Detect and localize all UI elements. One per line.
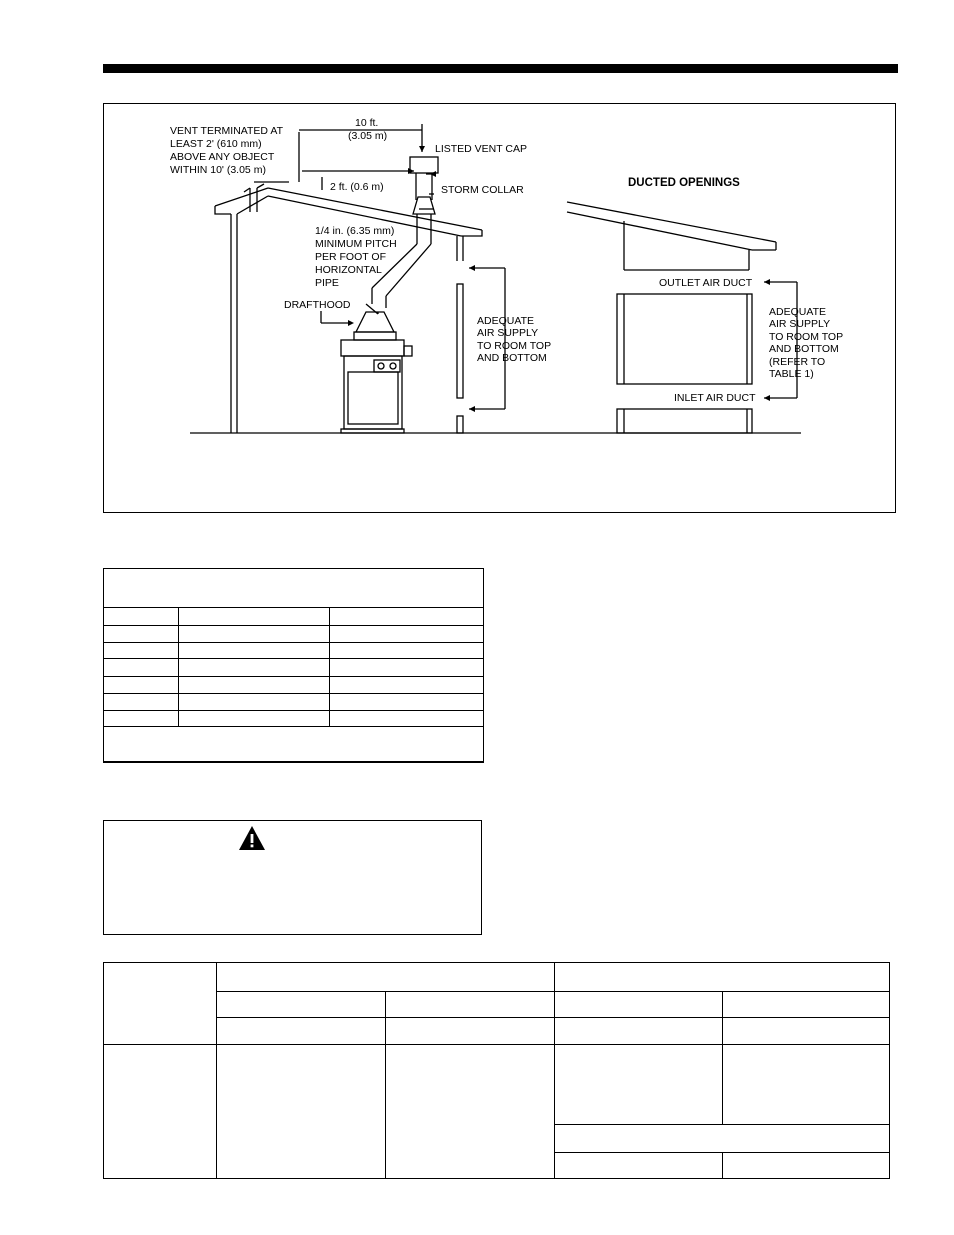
pitch-label-2: MINIMUM PITCH <box>315 238 397 250</box>
header-rule <box>103 64 898 73</box>
table-1-column-rule <box>329 607 330 726</box>
height-label: 2 ft. (0.6 m) <box>330 181 384 193</box>
vent-label-1: VENT TERMINATED AT <box>170 125 283 137</box>
table-2 <box>103 962 890 1179</box>
warning-box <box>103 820 482 935</box>
table-1-column-rule <box>178 607 179 726</box>
vent-label-2: LEAST 2' (610 mm) <box>170 138 262 150</box>
table-1-rule <box>104 710 483 711</box>
vent-label-3: ABOVE ANY OBJECT <box>170 151 275 163</box>
table-2-rule <box>554 1124 889 1125</box>
pitch-label-5: PIPE <box>315 277 339 289</box>
table-1-rule <box>104 726 483 727</box>
table-1-rule <box>104 642 483 643</box>
table-1 <box>103 568 484 763</box>
table-2-rule <box>216 1017 889 1018</box>
table-1-rule <box>104 676 483 677</box>
table-2-rule <box>216 991 889 992</box>
ducted-air-label-1: ADEQUATE <box>769 306 826 318</box>
air-supply-label-3: TO ROOM TOP <box>477 340 552 352</box>
ducted-title: DUCTED OPENINGS <box>628 177 740 189</box>
table-2-rule <box>554 1152 889 1153</box>
vent-label-4: WITHIN 10' (3.05 m) <box>170 164 266 176</box>
table-2-column-rule <box>722 1152 723 1178</box>
warning-triangle-icon <box>238 825 266 851</box>
table-2-column-rule <box>554 963 555 1178</box>
ducted-air-label-6: TABLE 1) <box>769 368 814 380</box>
ducted-air-label-2: AIR SUPPLY <box>769 318 831 330</box>
table-2-column-rule <box>216 963 217 1178</box>
inlet-label: INLET AIR DUCT <box>674 392 756 404</box>
venting-diagram-drawing <box>104 104 897 514</box>
air-supply-label-2: AIR SUPPLY <box>477 327 539 339</box>
table-1-rule <box>104 625 483 626</box>
ducted-air-label-3: TO ROOM TOP <box>769 331 844 343</box>
outlet-label: OUTLET AIR DUCT <box>659 277 753 289</box>
pitch-label-1: 1/4 in. (6.35 mm) <box>315 225 395 237</box>
drafthood-label: DRAFTHOOD <box>284 299 351 311</box>
table-2-rule <box>104 1044 889 1045</box>
table-1-rule <box>104 658 483 659</box>
air-supply-label-4: AND BOTTOM <box>477 352 547 364</box>
table-1-rule <box>104 693 483 694</box>
air-supply-label-1: ADEQUATE <box>477 315 534 327</box>
ducted-air-label-5: (REFER TO <box>769 356 826 368</box>
table-2-column-rule <box>385 991 386 1178</box>
pitch-label-4: HORIZONTAL <box>315 264 382 276</box>
table-1-rule <box>104 607 483 608</box>
vent-cap-label: LISTED VENT CAP <box>435 143 527 155</box>
storm-collar-label: STORM COLLAR <box>441 184 524 196</box>
distance-label-1: 10 ft. <box>355 117 379 129</box>
venting-diagram <box>103 103 896 513</box>
distance-label-2: (3.05 m) <box>348 130 388 142</box>
table-2-column-rule <box>722 991 723 1124</box>
ducted-air-label-4: AND BOTTOM <box>769 343 839 355</box>
pitch-label-3: PER FOOT OF <box>315 251 386 263</box>
